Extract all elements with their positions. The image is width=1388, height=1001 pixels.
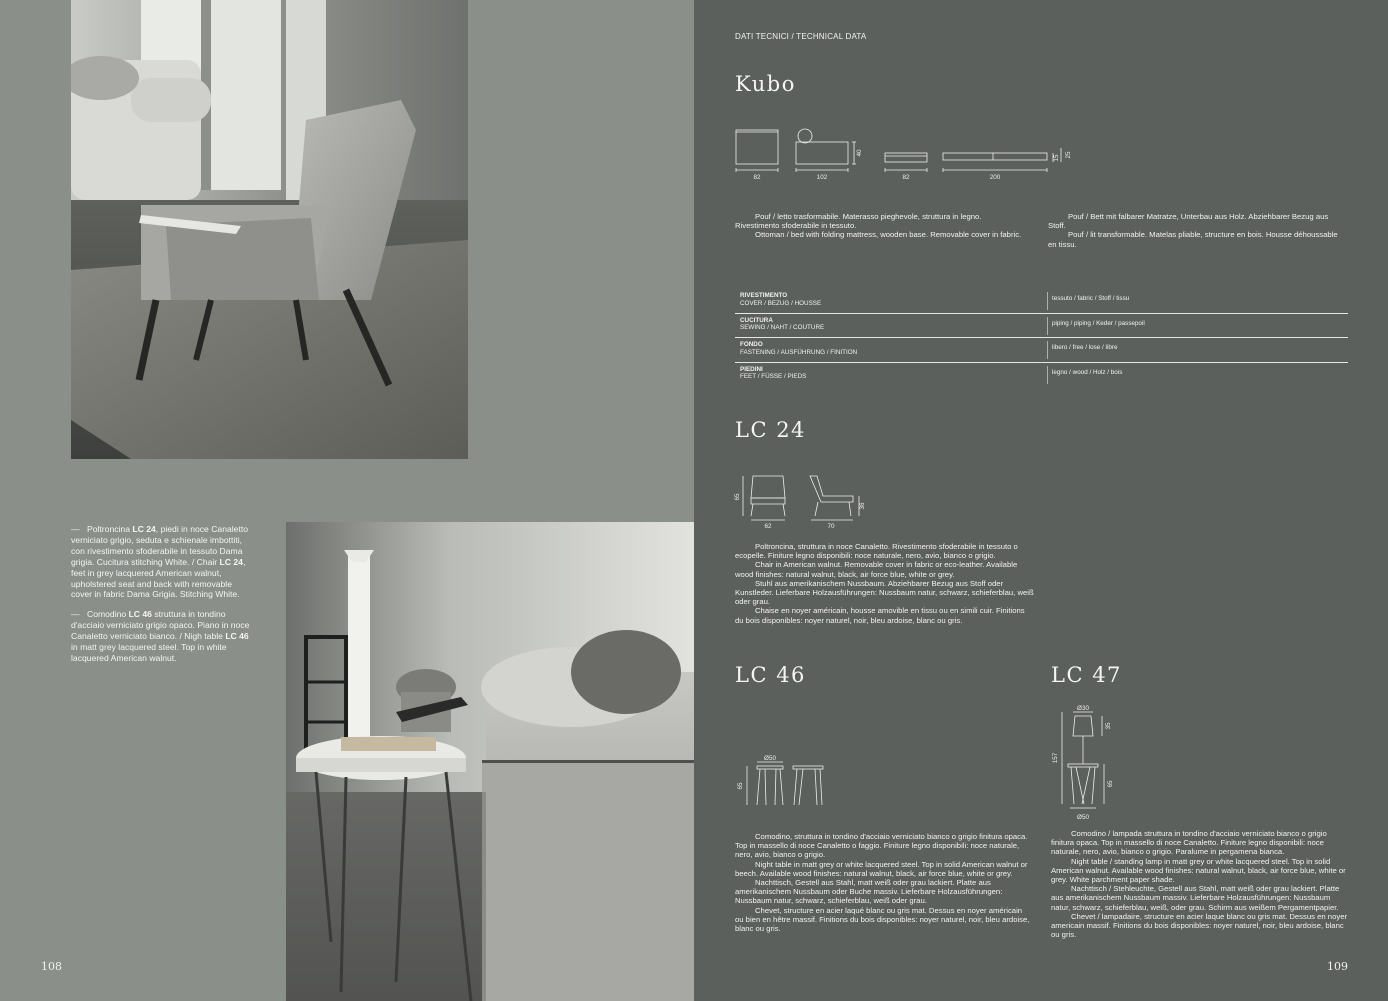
lc46-title: LC 46 <box>735 663 806 687</box>
spec-row-sewing: CUCITURA SEWING / NAHT / COUTURE piping / piping / Keder / passepoil <box>735 314 1348 339</box>
lc24-dim-70: 70 <box>827 523 835 530</box>
kubo-dimension-drawings <box>728 124 1088 184</box>
lc46-dim-d50: Ø50 <box>764 755 776 762</box>
caption-lc24: — Poltroncina LC 24, piedi in noce Canaletto verniciato grigio, seduta e schienale imbottiti, con rivestimento sfoderabile in tessuto Dama grigia. Cucitura stitching White. / Chair LC 24, feet in grey lacquered American walnut, upholstered seat and back with removable cover in fabric Dama Grigia. Stitching White. <box>71 524 249 600</box>
lc46-description: Comodino, struttura in tondino d'acciaio verniciato bianco o grigio finitura opaca. Top in massello di noce Canaletto o faggio. Finiture legno disponibili: noce naturale, nero, avio, bianco o grigio. Night table in matt grey or white lacquered steel. Top in solid American walnut or beech. Available wood finishes: natural walnut, black, air force blue, white or grey. Nachttisch, Gestell aus Stahl, matt weiß oder grau lackiert. Platte aus amerikanischem Nussbaum oder Buche massiv. Lieferbare Holzausführungen: Nussbaum natur, schwarz, schieferblau, weiß oder grau. Chevet, structure en acier laqué blanc ou gris mat. Dessus en noyer américain ou bien en hêtre massif. Finitions du bois disponibles: noyer naturel, noir, bleu ardoise, blanc ou gris. <box>735 832 1030 934</box>
photo-caption <box>71 524 251 673</box>
lc24-description: Poltroncina, struttura in noce Canaletto. Rivestimento sfoderabile in tessuto o ecopelle. Finiture legno disponibili: noce naturale, nero, avio, bianco o grigio. Chair in American walnut. Removable cover in fabric or eco-leather. Available wood finishes: natural walnut, black, air force blue, white or grey. Stuhl aus amerikanischem Nussbaum. Abziehbarer Bezug aus Stoff oder Kunstleder. Lieferbare Holzausführungen: Nussbaum natur, schwarz, schieferblau, weiß oder grau. Chaise en noyer américain, housse amovible en tissu ou en simili cuir. Finitions du bois disponibles: noyer naturel, noir, bleu ardoise, blanc ou gris. <box>735 542 1034 625</box>
lc46-dimension-drawings <box>733 750 833 810</box>
lc47-dimension-drawings <box>1046 700 1126 825</box>
kubo-spec-table <box>735 289 1348 387</box>
page-number-left: 108 <box>41 960 62 973</box>
kubo-dim-102: 102 <box>816 174 828 181</box>
lc24-title: LC 24 <box>735 418 806 442</box>
kubo-dim-82b: 82 <box>902 174 910 181</box>
kubo-dim-200: 200 <box>989 174 1001 181</box>
lc47-dim-65: 65 <box>1107 780 1114 788</box>
lc24-dim-65: 65 <box>734 493 741 501</box>
spec-row-cover: RIVESTIMENTO COVER / BEZUG / HOUSSE tessuto / fabric / Stoff / tissu <box>735 289 1348 314</box>
lc24-dim-62: 62 <box>764 523 772 530</box>
caption-lc46: — Comodino LC 46 struttura in tondino d'acciaio verniciato grigio opaco. Piano in noce Canaletto verniciato bianco. / Nigh table LC 46 in matt grey lacquered steel. Top in white lacquered American walnut. <box>71 609 250 663</box>
kubo-dim-40: 40 <box>856 149 863 157</box>
lc47-dim-d30: Ø30 <box>1077 705 1089 712</box>
lc24-dimension-drawings <box>733 470 873 530</box>
lc47-title: LC 47 <box>1051 663 1122 687</box>
lc24-chair-photo <box>71 0 468 459</box>
lc46-dim-65: 65 <box>737 782 744 790</box>
kubo-dim-82a: 82 <box>753 174 761 181</box>
lc47-description: Comodino / lampada struttura in tondino d'acciaio verniciato bianco o grigio finitura opaca. Top in massello di noce Canaletto. Finiture legno disponibili: noce naturale, nero, avio, bianco o grigio. Paralume in pergamena bianca. Night table / standing lamp in matt grey or white lacquered steel. Top in solid American walnut. Available wood finishes: natural walnut, black, air force blue, white or grey. White parchment paper shade. Nachttisch / Stehleuchte, Gestell aus Stahl, matt weiß oder grau lackiert. Platte aus amerikanischem Nussbaum massiv. Lieferbare Holzausführungen: Nussbaum natur, schwarz, schieferblau, weiß, oder grau. Schirm aus weißem Pergamentpapier. Chevet / lampadaire, structure en acier laque blanc ou gris mat. Dessus en noyer americain massif. Finitions du bois disponibles: noyer naturel, noir, bleu ardoise, blanc ou gris. <box>1051 829 1348 940</box>
spec-row-fastening: FONDO FASTENING / AUSFÜHRUNG / FINITION libero / free / lose / libre <box>735 338 1348 363</box>
spec-row-feet: PIEDINI FEET / FÜSSE / PIEDS legno / wood / Holz / bois <box>740 365 1123 380</box>
kubo-dim-25: 25 <box>1065 151 1072 159</box>
kubo-desc-left: Pouf / letto trasformabile. Materasso pieghevole, struttura in legno. Rivestimento sfoderabile in tessuto. Ottoman / bed with folding mattress, wooden base. Removable cover in fabric. <box>735 212 1022 240</box>
lc47-dim-35: 35 <box>1105 722 1112 730</box>
lc47-dim-d50: Ø50 <box>1077 814 1089 821</box>
kubo-dim-15: 15 <box>1053 154 1060 162</box>
section-label: DATI TECNICI / TECHNICAL DATA <box>735 32 867 41</box>
lc24-dim-36: 36 <box>859 502 866 510</box>
lc47-dim-157: 157 <box>1052 752 1059 764</box>
kubo-title: Kubo <box>735 72 796 96</box>
lc46-nightstand-photo <box>286 522 694 1001</box>
kubo-desc-right: Pouf / Bett mit falbarer Matratze, Unterbau aus Holz. Abziehbarer Bezug aus Stoff. Pouf / lit transformable. Matelas pliable, structure en bois. Housse déhoussable en tissu. <box>1048 212 1338 249</box>
page-number-right: 109 <box>1327 960 1348 973</box>
